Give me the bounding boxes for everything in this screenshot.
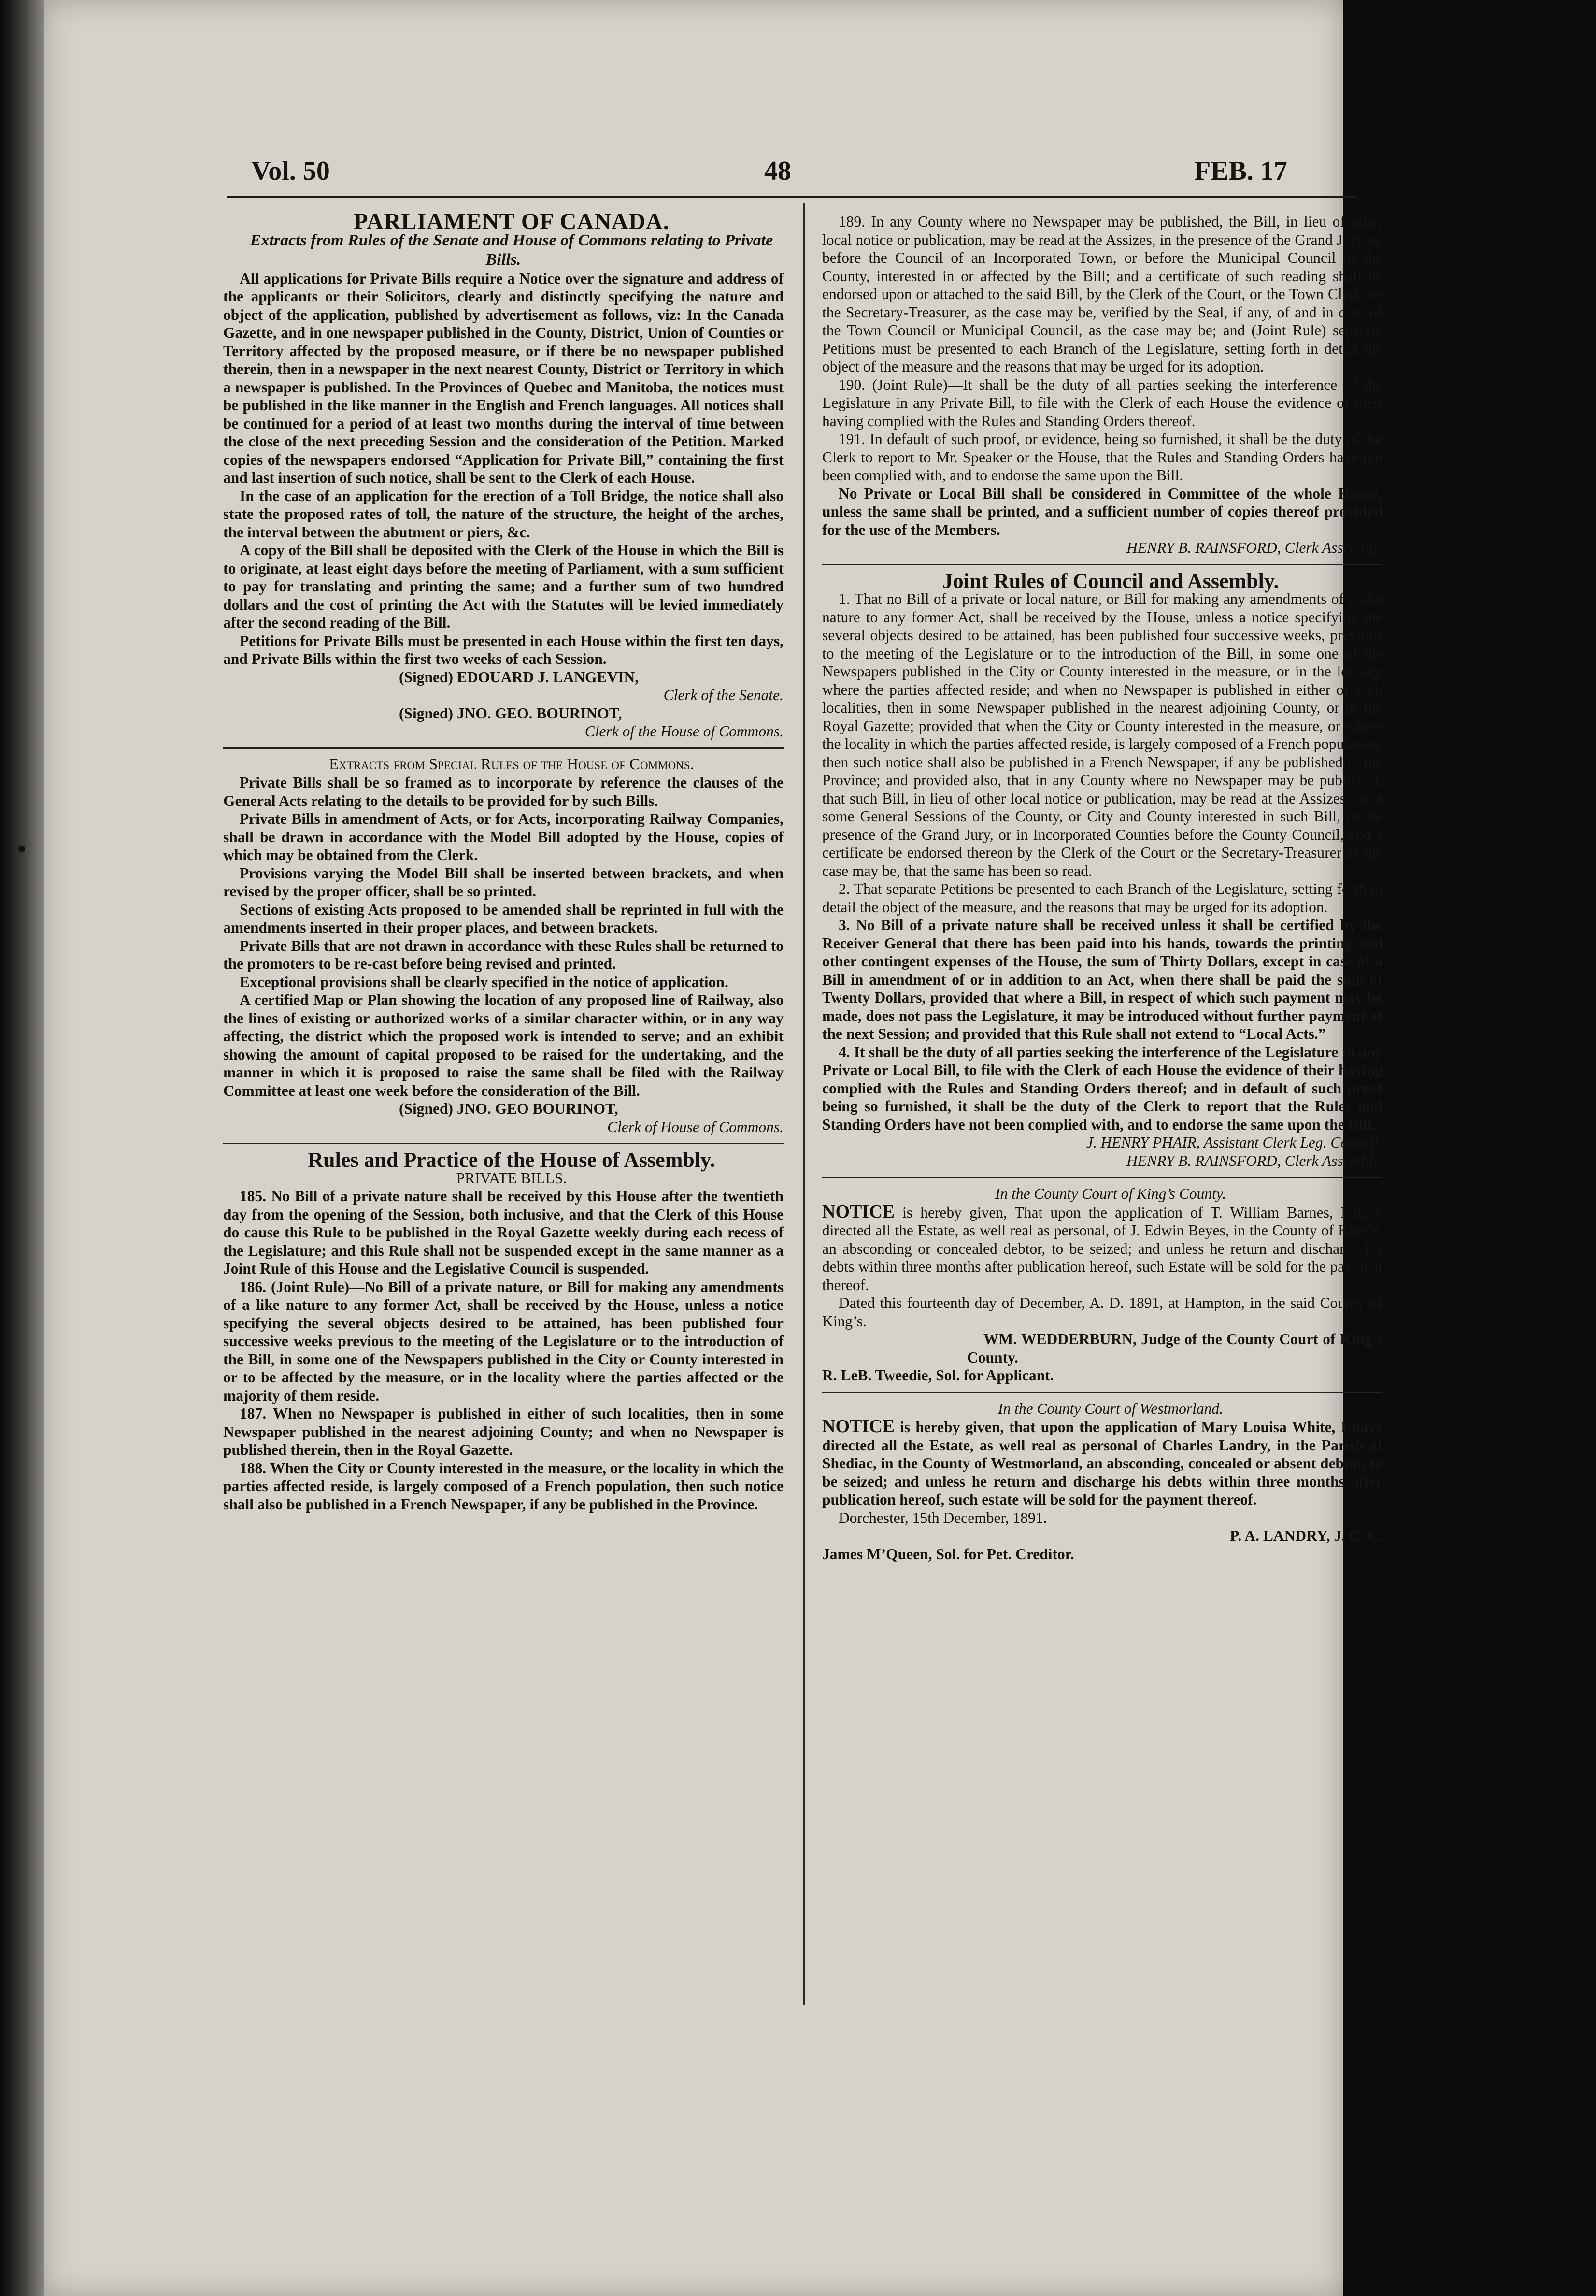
- senate-rule-p4: Petitions for Private Bills must be presented in each House within the first ten days, and Private Bills within the first two weeks of each Session.: [223, 632, 784, 667]
- rule-190: 190. (Joint Rule)—It shall be the duty of all parties seeking the interference of the Legislature in any Private Bill, to file with the Clerk of each House the evidence of their having complied with the Rules and Standing Orders thereof.: [822, 376, 1382, 430]
- westmorland-notice-word: NOTICE: [822, 1416, 895, 1436]
- rule-189: 189. In any County where no Newspaper may be published, the Bill, in lieu of other local notice or publication, may be read at the Assizes, in the presence of the Grand Jury, or before the Council of an Incorporated Town, or before the Municipal Council of the County, interested in or affected by the Bill; and a certificate of such reading shall be endorsed upon or attached to the said Bill, by the Clerk of the Court, or the Town Clerk, or the Secretary-Treasurer, as the case may be, verified by the Seal, if any, of and in case of the Town Council or Municipal Council, as the case may be; and (Joint Rule) separate Petitions must be presented to each Branch of the Legislature, setting forth in detail the object of the measure and the reasons that may be urged for its adoption.: [822, 213, 1382, 375]
- right-column: [822, 213, 1382, 1563]
- joint-rule-2: 2. That separate Petitions be presented to each Branch of the Legislature, setting forth in detail the object of the measure, and the reasons that may be urged for its adoption.: [822, 880, 1382, 916]
- westmorland-judge: P. A. LANDRY, J. C. C.: [1230, 1527, 1382, 1544]
- section-rule: [822, 1392, 1382, 1393]
- special-rule-1: Private Bills shall be so framed as to incorporate by reference the clauses of the General Acts relating to the details to be provided for by such Bills.: [223, 774, 784, 809]
- title-clerk-commons: Clerk of the House of Commons.: [584, 723, 784, 740]
- joint-rule-4: 4. It shall be the duty of all parties seeking the interference of the Legislature in any Private or Local Bill, to file with the Clerk of each House the evidence of their having complied with the Rules and Standing Orders thereof; and in default of such proof being so furnished, it shall be the duty of the Clerk to report that the Rules and Standing Orders have not been complied with, and to endorse the same upon the Bill.: [822, 1043, 1382, 1133]
- special-rule-3: Provisions varying the Model Bill shall be inserted between brackets, and when revised by the proper officer, shall be so printed.: [223, 864, 784, 900]
- extracts-subtitle: Extracts from Rules of the Senate and House of Commons relating to Private Bills.: [250, 231, 773, 269]
- title-clerk-commons-2: Clerk of House of Commons.: [607, 1118, 784, 1135]
- kings-solicitor: R. LeB. Tweedie, Sol. for Applicant.: [822, 1367, 1054, 1384]
- section-rule: [822, 1177, 1382, 1178]
- rule-187: 187. When no Newspaper is published in either of such localities, then in some Newspaper published in the nearest adjoining County; and when no Newspaper is published therein, then in the Royal Gazette.: [223, 1405, 784, 1458]
- signature-bourinot: (Signed) JNO. GEO. BOURINOT,: [399, 704, 622, 722]
- westmorland-heading: In the County Court of Westmorland.: [998, 1400, 1224, 1417]
- signature-bourinot-2: (Signed) JNO. GEO BOURINOT,: [399, 1100, 618, 1117]
- kings-judge: WM. WEDDERBURN, Judge of the County Court of King’s County.: [967, 1331, 1382, 1366]
- private-bills-heading: PRIVATE BILLS.: [456, 1169, 567, 1187]
- kings-dated: Dated this fourteenth day of December, A. D. 1891, at Hampton, in the said County of King’s.: [822, 1294, 1382, 1330]
- special-rule-5: Private Bills that are not drawn in accordance with these Rules shall be returned to the promoters to be re-cast before being revised and printed.: [223, 937, 784, 972]
- left-column: [223, 209, 784, 1513]
- title-clerk-senate: Clerk of the Senate.: [663, 687, 784, 703]
- rules-practice-title: Rules and Practice of the House of Assembly.: [308, 1148, 715, 1172]
- rule-186: 186. (Joint Rule)—No Bill of a private nature, or Bill for making any amendments of a like nature to any former Act, shall be received by the House, unless a notice specifying the several objects desired to be attained, has been published four successive weeks previous to the meeting of the Legislature or to the introduction of the Bill, in some one of the Newspapers published in the City or County interested in or to be affected by the measure, or in the locality where the parties affected or the majority of them reside.: [223, 1278, 784, 1404]
- joint-rule-3: 3. No Bill of a private nature shall be received unless it shall be certified by the Receiver General that there has been paid into his hands, towards the printing and other contingent expenses of the House, the sum of Thirty Dollars, except in case of a Bill in amendment of or in addition to an Act, when there shall be paid the sum of Twenty Dollars, provided that where a Bill, in respect of which such payment may be made, does not pass the Legislature, it may be introduced without further payment at the next Session; and provided that this Rule shall not extend to “Local Acts.”: [822, 917, 1382, 1042]
- signature-langevin: (Signed) EDOUARD J. LANGEVIN,: [399, 668, 639, 686]
- special-rule-4: Sections of existing Acts proposed to be amended shall be reprinted in full with the amendments inserted in their proper places, and between brackets.: [223, 901, 784, 936]
- section-rule: [223, 747, 784, 749]
- signature-phair: J. HENRY PHAIR, Assistant Clerk Leg. Council.: [1086, 1134, 1382, 1151]
- kings-notice: [822, 1203, 1382, 1294]
- westmorland-dated: Dorchester, 15th December, 1891.: [839, 1509, 1047, 1526]
- rule-191-note: No Private or Local Bill shall be considered in Committee of the whole House, unless the same shall be printed, and a sufficient number of copies thereof provided for the use of the Members.: [822, 485, 1382, 538]
- joint-rules-title: Joint Rules of Council and Assembly.: [942, 569, 1279, 593]
- section-rule: [223, 1143, 784, 1144]
- special-rules-heading: Extracts from Special Rules of the House of Commons.: [329, 755, 694, 773]
- senate-rule-p2: In the case of an application for the erection of a Toll Bridge, the notice shall also state the proposed rates of toll, the nature of the structure, the height of the arches, the interval between the abutment or piers, &c.: [223, 487, 784, 541]
- header-rule: [227, 196, 1357, 198]
- section-rule: [822, 564, 1382, 565]
- margin-mark: [18, 846, 25, 852]
- page-header: [44, 0, 1343, 208]
- book-gutter: [0, 0, 44, 2296]
- page-number: 48: [764, 156, 791, 186]
- volume-label: Vol. 50: [251, 156, 330, 186]
- special-rule-7: A certified Map or Plan showing the location of any proposed line of Railway, also the lines of existing or authorized works of a similar character within, or in any way affecting, the district which the proposed work is intended to serve; and an exhibit showing the amount of capital proposed to be raised for the undertaking, and the manner in which it is proposed to raise the same shall be filed with the Railway Committee at least one week before the consideration of the Bill.: [223, 991, 784, 1099]
- joint-rule-1: 1. That no Bill of a private or local nature, or Bill for making any amendments of a like nature to any former Act, shall be received by the House, unless a notice specifying the several objects desired to be attained, has been published four successive weeks, previous to the meeting of the Legislature or to the introduction of the Bill, in some one of the Newspapers published in the City or County interested in the measure, or in the locality where the parties affected reside; and when no Newspaper is published in either of such localities, then in some Newspaper published in the nearest adjoining County, or in the Royal Gazette; provided that when the City or County interested in the measure, or where the locality in which the parties affected reside, is largely composed of a French population, then such notice shall also be published in a French Newspaper, if any be published in the Province; and provided also, that in any County where no Newspaper may be published, that such Bill, in lieu of other local notice or publication, may be read at the Assizes, or at some General Sessions of the County, or City and County interested in such Bill, in the presence of the Grand Jury, or in Incorporated Counties before the County Council, and a certificate be endorsed thereon by the Clerk of the Court or the Secretary-Treasurer as the case may be, that the same has been so read.: [822, 590, 1382, 879]
- column-divider: [803, 203, 805, 2005]
- kings-notice-body: is hereby given, That upon the application of T. William Barnes, I have directed all the Estate, as well real as personal, of J. Edwin Beyes, in the County of King’s, an absconding or concealed debtor, to be seized; and unless he return and discharge his debts within three months after publication hereof, such Estate will be sold for the payment thereof.: [822, 1204, 1382, 1293]
- parliament-title: PARLIAMENT OF CANADA.: [354, 209, 670, 234]
- signature-rainsford: HENRY B. RAINSFORD, Clerk Assembly.: [1126, 539, 1382, 556]
- rule-188: 188. When the City or County interested in the measure, or the locality in which the parties affected reside, is largely composed of a French population, then such notice shall also be published in a French Newspaper, if any be published in the Province.: [223, 1459, 784, 1513]
- kings-notice-word: NOTICE: [822, 1201, 895, 1222]
- kings-county-heading: In the County Court of King’s County.: [995, 1185, 1226, 1202]
- rule-191: 191. In default of such proof, or evidence, being so furnished, it shall be the duty of the Clerk to report to Mr. Speaker or the House, that the Rules and Standing Orders have not been complied with, and to endorse the same upon the Bill.: [822, 430, 1382, 484]
- special-rule-2: Private Bills in amendment of Acts, or for Acts, incorporating Railway Companies, shall be drawn in accordance with the Model Bill adopted by the House, copies of which may be obtained from the Clerk.: [223, 810, 784, 863]
- westmorland-notice: [822, 1418, 1382, 1509]
- special-rule-6: Exceptional provisions shall be clearly specified in the notice of application.: [240, 973, 728, 990]
- westmorland-solicitor: James M’Queen, Sol. for Pet. Creditor.: [822, 1545, 1074, 1563]
- issue-date: FEB. 17: [1194, 156, 1287, 186]
- westmorland-notice-body: is hereby given, that upon the application of Mary Louisa White, I have directed all the Estate, as well real as personal of Charles Landry, in the Parish of Shediac, in the County of Westmorland, an absconding, concealed or absent debtor, to be seized; and unless he return and discharge his debts within three months after publication hereof, such estate will be sold for the payment thereof.: [822, 1419, 1382, 1508]
- signature-rainsford-2: HENRY B. RAINSFORD, Clerk Assembly.: [1126, 1152, 1382, 1169]
- senate-rule-p3: A copy of the Bill shall be deposited with the Clerk of the House in which the Bill is to originate, at least eight days before the meeting of Parliament, with a sum sufficient to pay for translating and printing the same; and a further sum of two hundred dollars and the cost of printing the Act with the Statutes will be levied immediately after the second reading of the Bill.: [223, 542, 784, 631]
- senate-rule-p1: All applications for Private Bills require a Notice over the signature and address of the applicants or their Solicitors, clearly and distinctly specifying the nature and object of the application, published by advertisement as follows, viz: In the Canada Gazette, and in one newspaper published in the County, District, Union of Counties or Territory affected by the proposed measure, or if there be no newspaper published therein, then in a newspaper in the next nearest County, District or Territory in which a newspaper is published. In the Provinces of Quebec and Manitoba, the notices must be published in the like manner in the English and French languages. All notices shall be continued for a period of at least two months during the interval of time between the close of the next preceding Session and the consideration of the Petition. Marked copies of the newspapers endorsed “Application for Private Bill,” containing the first and last insertion of such notice, shall be sent to the Clerk of each House.: [223, 270, 784, 486]
- rule-185: 185. No Bill of a private nature shall be received by this House after the twentieth day from the opening of the Session, both inclusive, and that the Clerk of this House do cause this Rule to be published in the Royal Gazette weekly during each recess of the Legislature; and this Rule shall not be suspended except in the same manner as a Joint Rule of this House and the Legislative Council is suspended.: [223, 1188, 784, 1277]
